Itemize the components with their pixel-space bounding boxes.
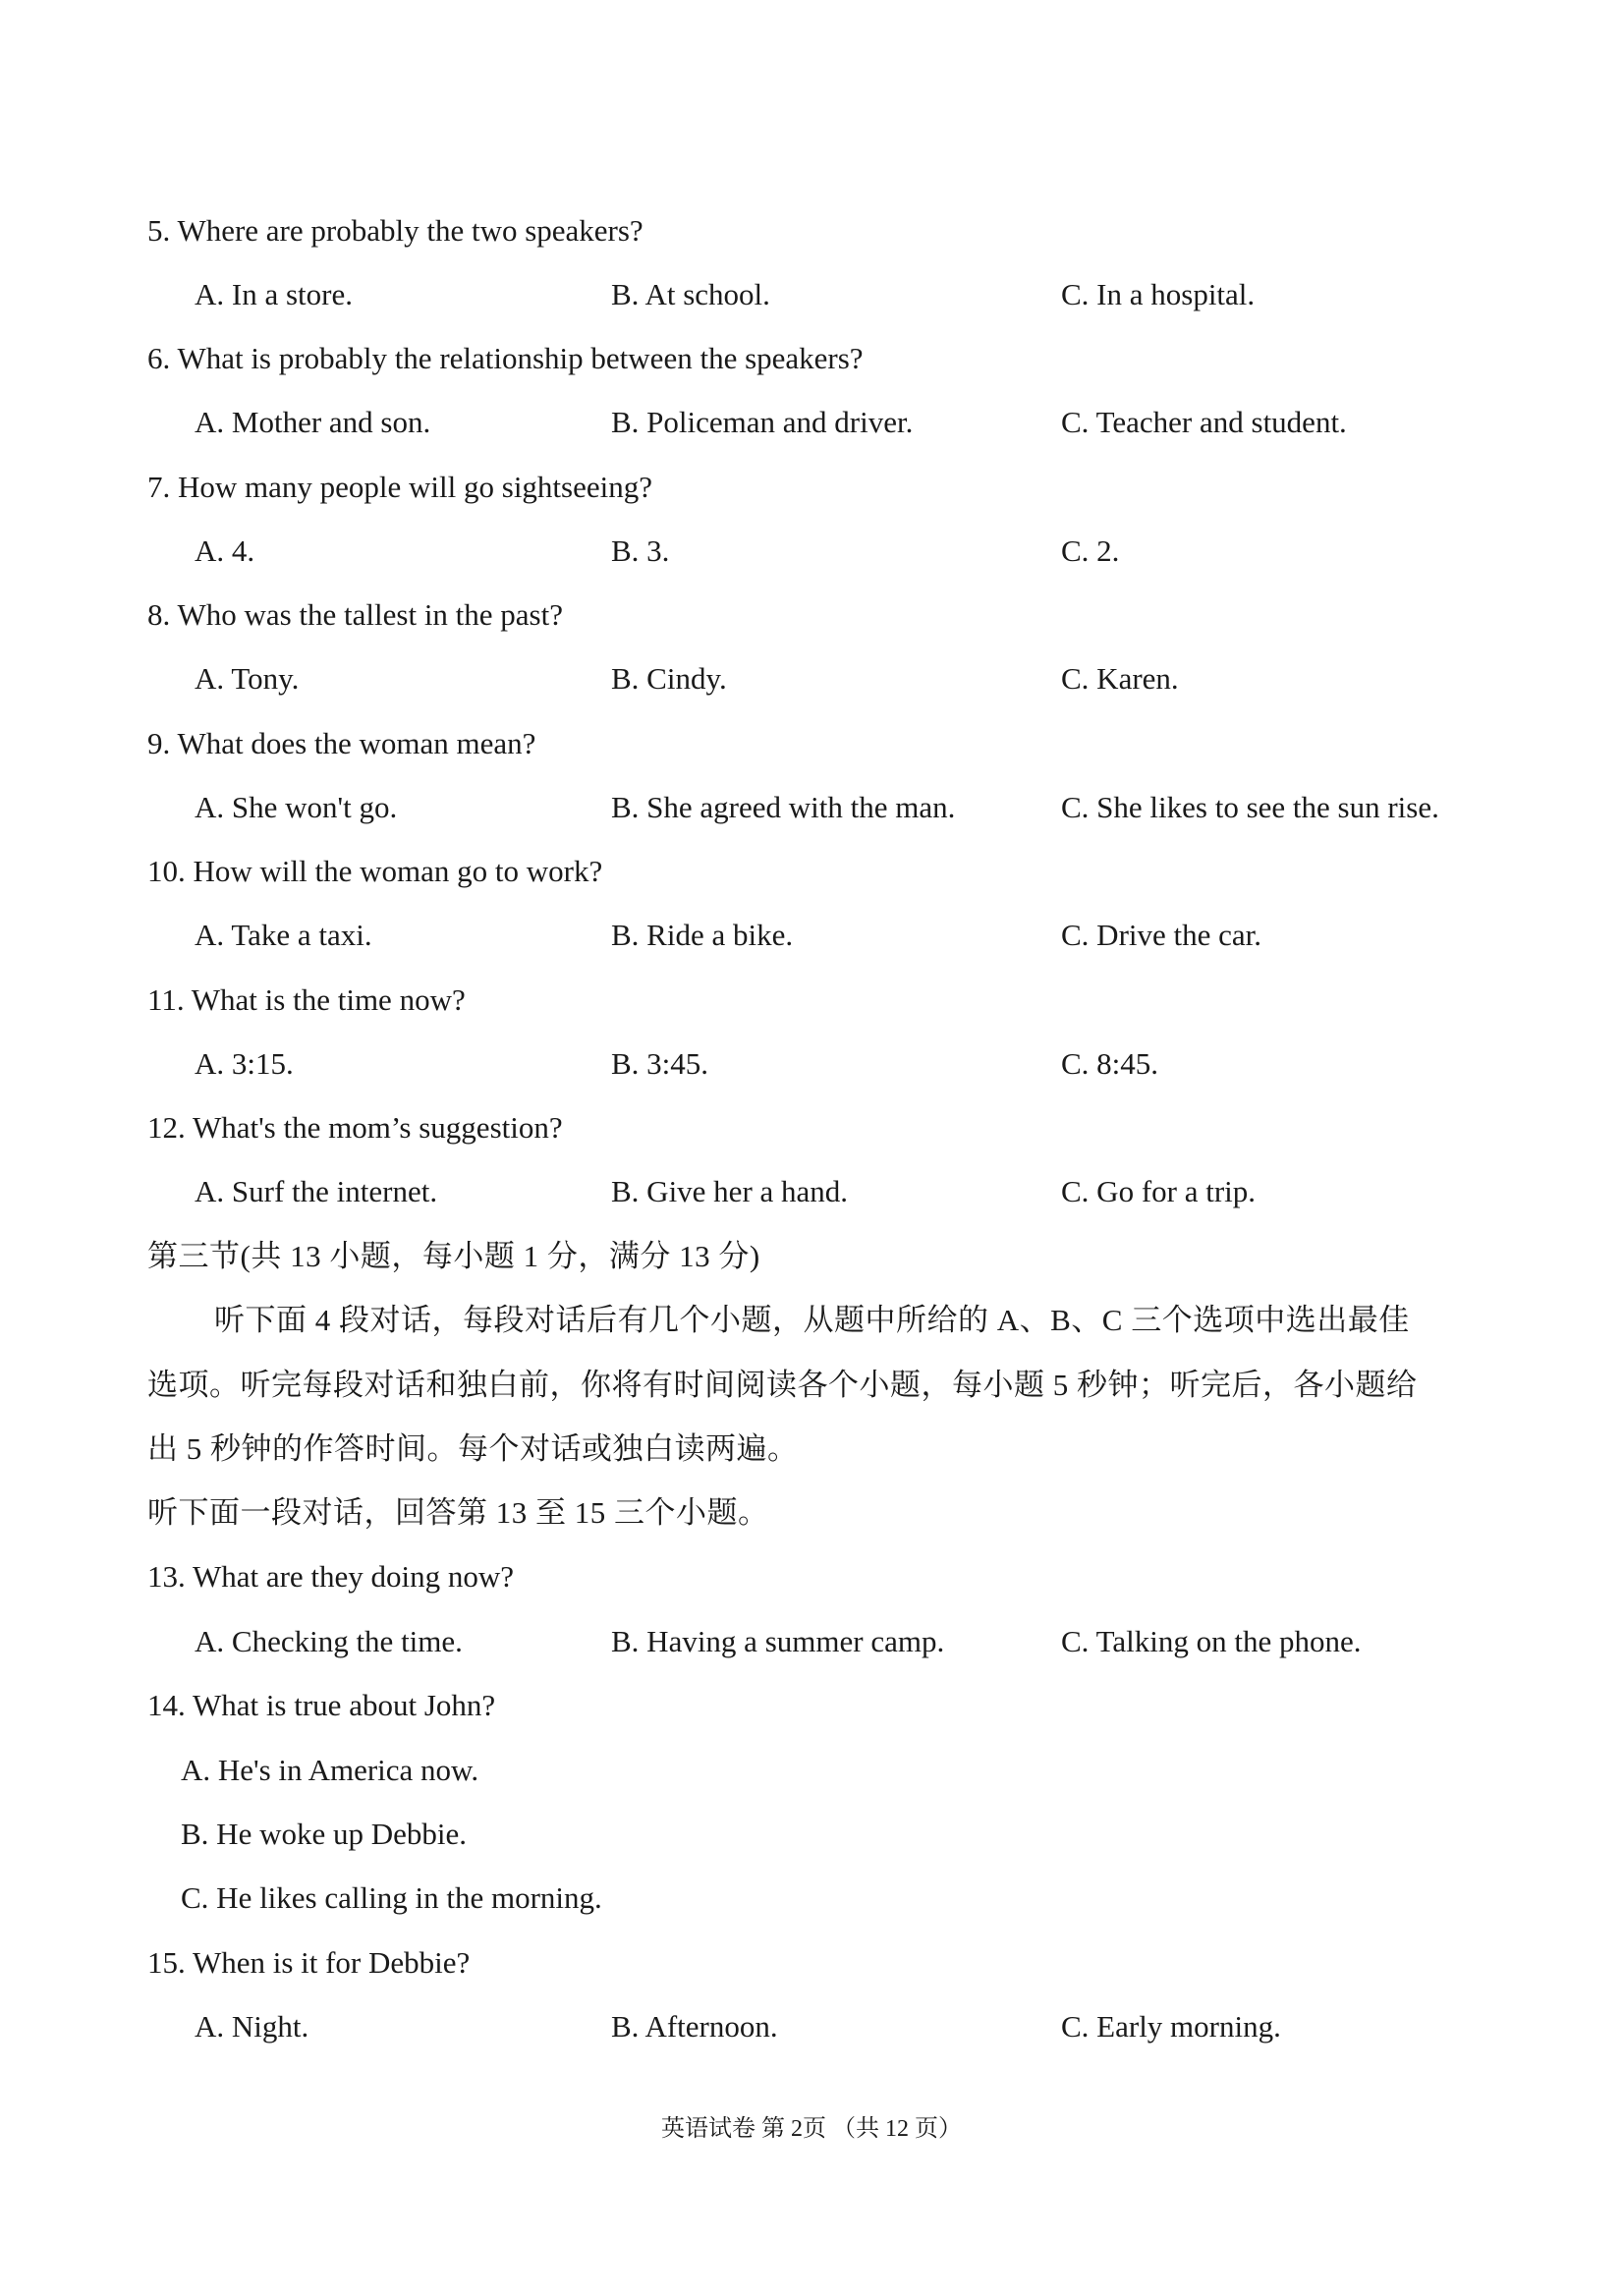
page-footer: 英语试卷 第 2页 （共 12 页）: [661, 2116, 962, 2142]
option-9c: C. She likes to see the sun rise.: [1061, 790, 1439, 824]
option-11b: B. 3:45.: [611, 1046, 709, 1081]
option-10b: B. Ride a bike.: [611, 918, 794, 952]
option-6a: A. Mother and son.: [195, 405, 431, 439]
option-10c: C. Drive the car.: [1061, 918, 1262, 952]
option-12c: C. Go for a trip.: [1061, 1174, 1257, 1208]
question-7: 7. How many people will go sightseeing?: [147, 470, 652, 504]
option-15b: B. Afternoon.: [611, 2009, 778, 2044]
option-13b: B. Having a summer camp.: [611, 1624, 945, 1658]
option-12b: B. Give her a hand.: [611, 1174, 849, 1208]
question-11: 11. What is the time now?: [147, 982, 466, 1017]
option-15c: C. Early morning.: [1061, 2009, 1281, 2044]
option-14b: B. He woke up Debbie.: [181, 1817, 467, 1851]
option-9b: B. She agreed with the man.: [611, 790, 956, 824]
option-8c: C. Karen.: [1061, 661, 1179, 696]
question-12: 12. What's the mom’s suggestion?: [147, 1110, 563, 1145]
option-6b: B. Policeman and driver.: [611, 405, 914, 439]
option-14a: A. He's in America now.: [181, 1753, 479, 1787]
option-10a: A. Take a taxi.: [195, 918, 372, 952]
option-11a: A. 3:15.: [195, 1046, 294, 1081]
option-15a: A. Night.: [195, 2009, 309, 2044]
question-13: 13. What are they doing now?: [147, 1559, 515, 1594]
option-6c: C. Teacher and student.: [1061, 405, 1347, 439]
option-5a: A. In a store.: [195, 277, 353, 311]
option-7b: B. 3.: [611, 533, 670, 568]
question-15: 15. When is it for Debbie?: [147, 1945, 471, 1980]
instruction-line-1: 听下面 4 段对话，每段对话后有几个小题，从题中所给的 A、B、C 三个选项中选出最佳: [214, 1303, 1410, 1337]
question-6: 6. What is probably the relationship between the speakers?: [147, 341, 864, 375]
option-12a: A. Surf the internet.: [195, 1174, 438, 1208]
question-8: 8. Who was the tallest in the past?: [147, 597, 563, 632]
option-9a: A. She won't go.: [195, 790, 398, 824]
option-7c: C. 2.: [1061, 533, 1120, 568]
question-9: 9. What does the woman mean?: [147, 726, 536, 760]
instruction-line-3: 出 5 秒钟的作答时间。每个对话或独白读两遍。: [147, 1431, 799, 1466]
option-14c: C. He likes calling in the morning.: [181, 1880, 602, 1915]
option-13a: A. Checking the time.: [195, 1624, 463, 1658]
option-5c: C. In a hospital.: [1061, 277, 1256, 311]
sub-instruction: 听下面一段对话，回答第 13 至 15 三个小题。: [147, 1495, 769, 1530]
option-13c: C. Talking on the phone.: [1061, 1624, 1362, 1658]
section-heading: 第三节(共 13 小题，每小题 1 分，满分 13 分): [147, 1239, 760, 1273]
option-11c: C. 8:45.: [1061, 1046, 1159, 1081]
question-10: 10. How will the woman go to work?: [147, 854, 603, 888]
question-5: 5. Where are probably the two speakers?: [147, 213, 644, 248]
option-5b: B. At school.: [611, 277, 770, 311]
question-14: 14. What is true about John?: [147, 1688, 496, 1722]
option-7a: A. 4.: [195, 533, 255, 568]
option-8a: A. Tony.: [195, 661, 300, 696]
instruction-line-2: 选项。听完每段对话和独白前，你将有时间阅读各个小题，每小题 5 秒钟；听完后，各小题给: [147, 1368, 1418, 1402]
option-8b: B. Cindy.: [611, 661, 727, 696]
